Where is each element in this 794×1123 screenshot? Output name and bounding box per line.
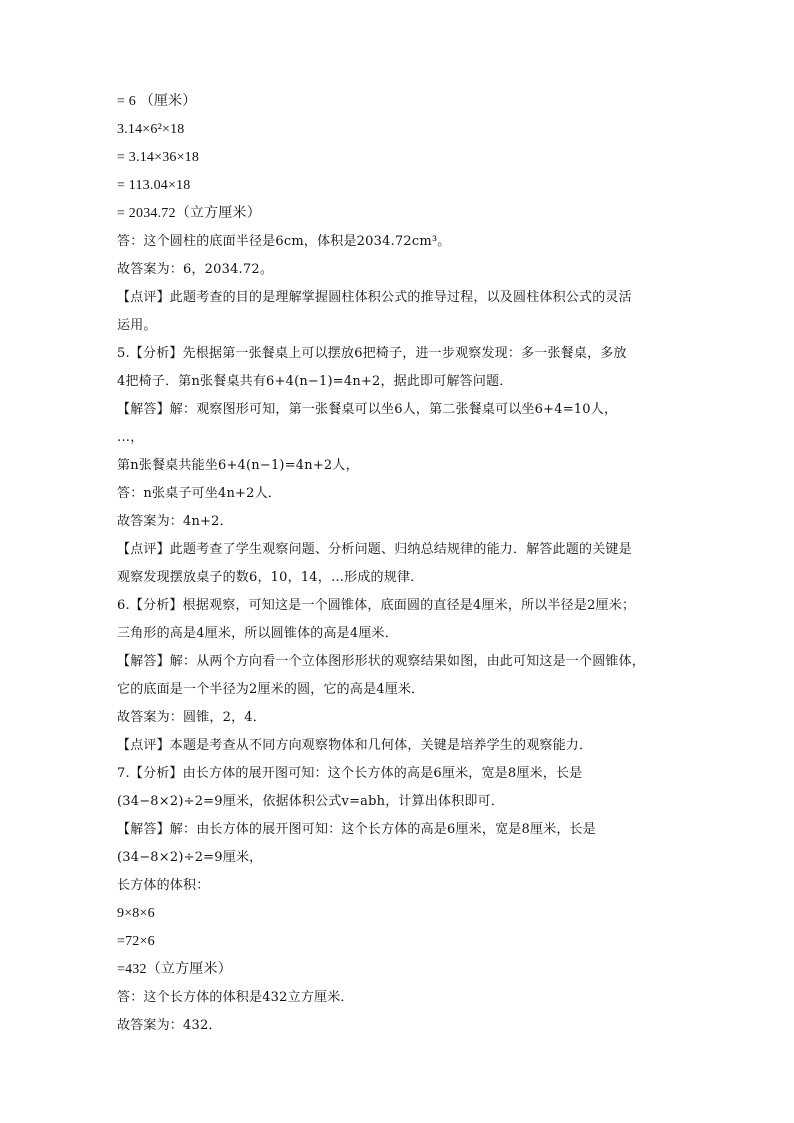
calc-line: =72×6 — [117, 934, 155, 949]
solution-line: 它的底面是一个半径为2厘米的圆，它的高是4厘米． — [117, 682, 425, 697]
calc-line: = 113.04×18 — [117, 178, 191, 193]
answer-explanations — [117, 88, 677, 1040]
analysis-line: 4把椅子．第n张餐桌共有6+4(n−1)=4n+2，据此即可解答问题． — [117, 374, 513, 389]
analysis-line: (34−8×2)÷2=9厘米，依据体积公式v=abh，计算出体积即可． — [117, 794, 505, 809]
calc-line: = 3.14×36×18 — [117, 150, 200, 165]
comment-line: 运用。 — [117, 318, 157, 333]
analysis-line: 6.【分析】根据观察，可知这是一个圆锥体，底面圆的直径是4厘米，所以半径是2厘米； — [117, 598, 636, 613]
answer-line: 答：这个圆柱的底面半径是6cm，体积是2034.72cm³。 — [117, 234, 451, 249]
solution-line: 长方体的体积： — [117, 878, 210, 893]
calc-line: 9×8×6 — [117, 906, 155, 921]
calc-line: = 6 （厘米） — [117, 94, 197, 109]
solution-line: …， — [117, 430, 144, 445]
calc-line: 3.14×6²×18 — [117, 122, 185, 137]
comment-line: 【点评】此题考查了学生观察问题、分析问题、归纳总结规律的能力．解答此题的关键是 — [117, 542, 632, 557]
comment-line: 【点评】本题是考查从不同方向观察物体和几何体，关键是培养学生的观察能力． — [117, 738, 593, 753]
analysis-line: 三角形的高是4厘米，所以圆锥体的高是4厘米． — [117, 626, 398, 641]
solution-line: 【解答】解：由长方体的展开图可知：这个长方体的高是6厘米，宽是8厘米，长是 — [117, 822, 596, 837]
solution-line: 【解答】解：从两个方向看一个立体图形形状的观察结果如图，由此可知这是一个圆锥体， — [117, 654, 646, 669]
answer-line: 答：n张桌子可坐4n+2人． — [117, 486, 281, 501]
calc-line: = 2034.72（立方厘米） — [117, 206, 261, 221]
solution-line: 第n张餐桌共能坐6+4(n−1)=4n+2人， — [117, 458, 359, 473]
final-answer-line: 故答案为：圆锥，2，4． — [117, 710, 266, 725]
answer-line: 答：这个长方体的体积是432立方厘米． — [117, 990, 354, 1005]
analysis-line: 5.【分析】先根据第一张餐桌上可以摆放6把椅子，进一步观察发现：多一张餐桌，多放 — [117, 346, 627, 361]
comment-line: 观察发现摆放桌子的数6，10，14，…形成的规律． — [117, 570, 424, 585]
final-answer-line: 故答案为：4n+2． — [117, 514, 233, 529]
calc-line: =432（立方厘米） — [117, 962, 232, 977]
comment-line: 【点评】此题考查的目的是理解掌握圆柱体积公式的推导过程，以及圆柱体积公式的灵活 — [117, 290, 632, 305]
final-answer-line: 故答案为：432． — [117, 1018, 222, 1033]
final-answer-line: 故答案为：6，2034.72。 — [117, 262, 274, 277]
solution-line: 【解答】解：观察图形可知，第一张餐桌可以坐6人，第二张餐桌可以坐6+4=10人， — [117, 402, 618, 417]
analysis-line: 7.【分析】由长方体的展开图可知：这个长方体的高是6厘米，宽是8厘米，长是 — [117, 766, 583, 781]
solution-line: (34−8×2)÷2=9厘米， — [117, 850, 263, 865]
